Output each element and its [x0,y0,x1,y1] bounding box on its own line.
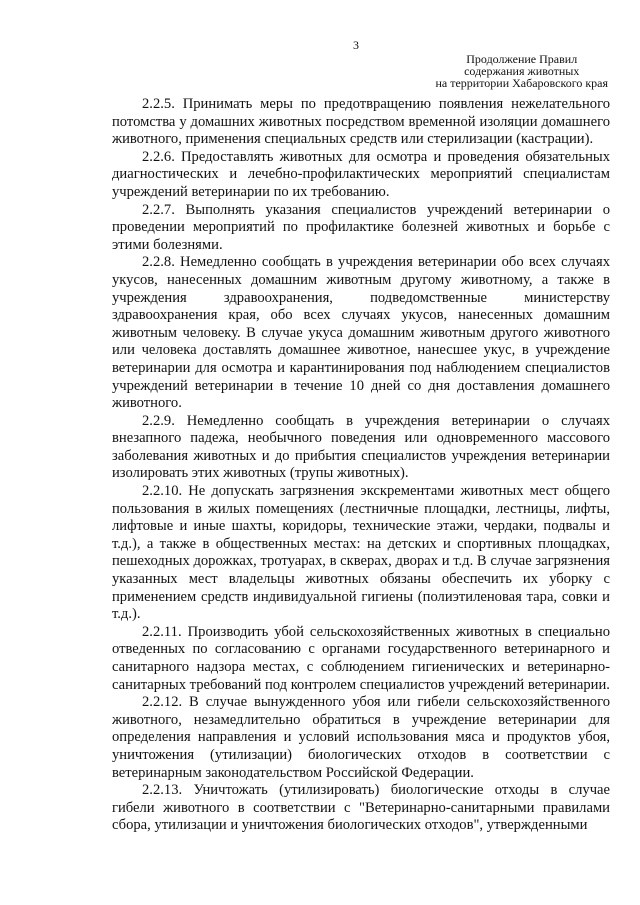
paragraph-2-2-6: 2.2.6. Предоставлять животных для осмотра и проведения обязательных диагностических и лечебно-профилактических мероприятий специалистам учреждений ветеринарии по их требованию. [112,148,610,200]
paragraph-2-2-5: 2.2.5. Принимать меры по предотвращению появления нежелательного потомства у домашних животных посредством временной изоляции домашнего животного, применения специальных средств или стерилизации (кастрации). [112,96,610,148]
header-note [435,53,608,89]
header-note-line: содержания животных [464,64,580,78]
paragraph-2-2-11: 2.2.11. Производить убой сельскохозяйственных животных в специально отведенных по согласованию с органами государственного ветеринарного и санитарного надзора местах, с соблюдением гигиенических и ветеринарно-санитарных требований под контролем специалистов учреждений ветеринарии. [112,623,610,693]
page-number: 3 [353,38,359,52]
document-body [112,96,610,835]
paragraph-2-2-13: 2.2.13. Уничтожать (утилизировать) биологические отходы в случае гибели животного в соответствии с "Ветеринарно-санитарными правилами сбора, утилизации и уничтожения биологических отходов", утвержденными [112,782,610,834]
paragraph-2-2-8: 2.2.8. Немедленно сообщать в учреждения ветеринарии обо всех случаях укусов, нанесенных домашним животным другому животному, а также в учреждения здравоохранения, подведомственные министерству здравоохранения края, обо всех случаях укусов, нанесенных домашним животным человеку. В случае укуса домашним животным другого животного или человека доставлять домашнее животное, нанесшее укус, в учреждение ветеринарии для осмотра и карантинирования под наблюдением специалистов учреждений ветеринарии в течение 10 дней со дня доставления домашнего животного. [112,254,610,412]
paragraph-2-2-9: 2.2.9. Немедленно сообщать в учреждения ветеринарии о случаях внезапного падежа, необычного поведения или одновременного массового заболевания животных и до прибытия специалистов учреждения ветеринарии изолировать этих животных (трупы животных). [112,412,610,482]
paragraph-2-2-7: 2.2.7. Выполнять указания специалистов учреждений ветеринарии о проведении мероприятий по профилактике болезней животных и борьбе с этими болезнями. [112,201,610,253]
paragraph-2-2-12: 2.2.12. В случае вынужденного убоя или гибели сельскохозяйственного животного, незамедлительно обратиться в учреждение ветеринарии для определения направления и условий использования мяса и продуктов убоя, уничтожения (утилизации) биологических отходов в соответствии с ветеринарным законодательством Российской Федерации. [112,694,610,781]
paragraph-2-2-10: 2.2.10. Не допускать загрязнения экскрементами животных мест общего пользования в жилых помещениях (лестничные площадки, лестницы, лифты, лифтовые и иные шахты, коридоры, технические этажи, чердаки, подвалы и т.д.), а также в общественных местах: на детских и спортивных площадках, пешеходных дорожках, тротуарах, в скверах, дворах и т.д. В случае загрязнения указанных мест владельцы животных обязаны обеспечить их уборку с применением средств индивидуальной гигиены (полиэтиленовая тара, совки и т.д.). [112,483,610,623]
header-note-line: на территории Хабаровского края [435,76,608,90]
header-note-line: Продолжение Правил [466,52,578,66]
